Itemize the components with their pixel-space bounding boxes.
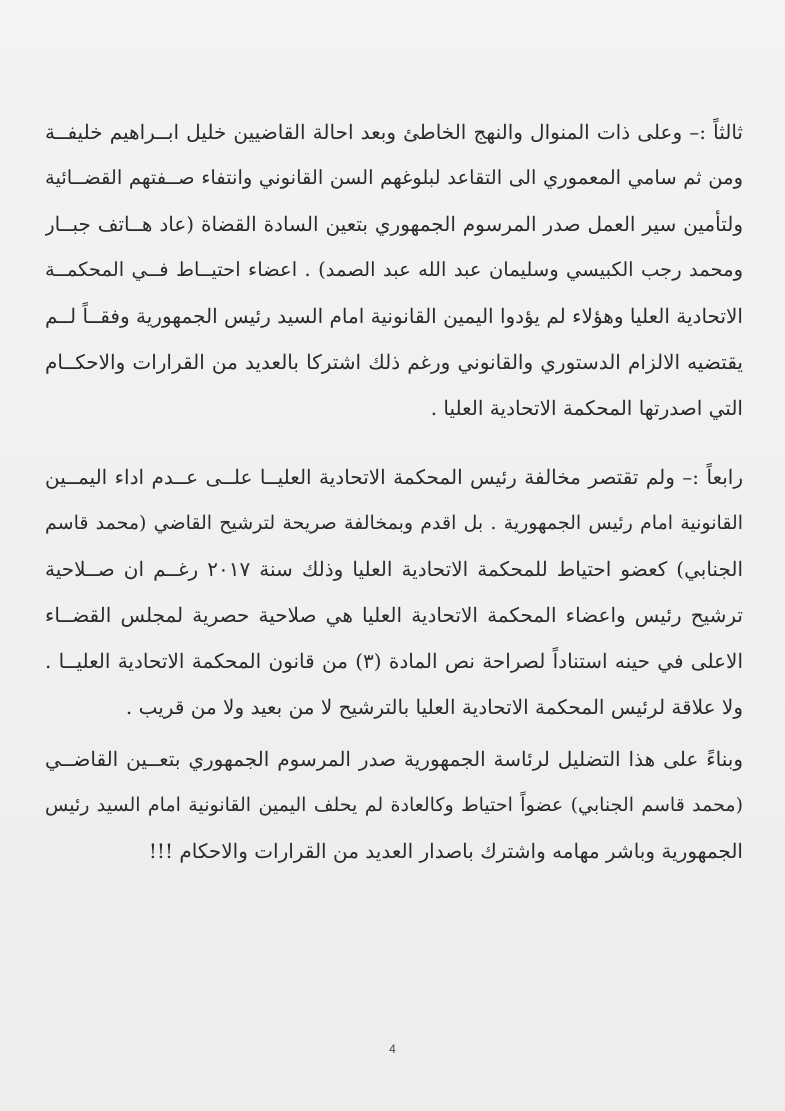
text-line: (محمد قاسم الجنابي) عضواً احتياط وكالعادة لم يحلف اليمين القانونية امام السيد رئيس: [45, 794, 743, 816]
text-line: ولتأمين سير العمل صدر المرسوم الجمهوري بتعين السادة القضاة (عاد هــاتف جبــار: [45, 212, 743, 236]
text-line: الاعلى في حينه استناداً لصراحة نص المادة (٣) من قانون المحكمة الاتحادية العليــا .: [45, 649, 743, 673]
paragraph-thalithan: [45, 109, 743, 431]
text-line: ثالثاً :– وعلى ذات المنوال والنهج الخاطئ وبعد احالة القاضيين خليل ابــراهيم خليفــة: [45, 120, 743, 144]
paragraph-conclusion: [45, 736, 743, 874]
text-line: التي اصدرتها المحكمة الاتحادية العليا .: [430, 396, 743, 420]
text-line: القانونية امام رئيس الجمهورية . بل اقدم وبمخالفة صريحة لترشيح القاضي (محمد قاسم: [45, 512, 743, 534]
text-line: يقتضيه الالزام الدستوري والقانوني ورغم ذلك اشتركا بالعديد من القرارات والاحكــام: [45, 350, 743, 374]
paragraph-rabian: [45, 454, 743, 730]
text-line: الاتحادية العليا وهؤلاء لم يؤدوا اليمين القانونية امام السيد رئيس الجمهورية وفقــاً لــم: [45, 304, 743, 328]
text-line: رابعاً :– ولم تقتصر مخالفة رئيس المحكمة الاتحادية العليــا علــى عــدم اداء اليمــين: [45, 465, 743, 489]
text-line: الجنابي) كعضو احتياط للمحكمة الاتحادية العليا وذلك سنة ٢٠١٧ رغــم ان صــلاحية: [45, 557, 743, 581]
text-line: ولا علاقة لرئيس المحكمة الاتحادية العليا بالترشيح لا من بعيد ولا من قريب .: [125, 695, 743, 719]
text-line: ومن ثم سامي المعموري الى التقاعد لبلوغهم السن القانوني وانتفاء صــفتهم القضــائية: [45, 166, 743, 189]
page-number: 4: [389, 1042, 396, 1056]
text-line: الجمهورية وباشر مهامه واشترك باصدار العديد من القرارات والاحكام !!!: [148, 839, 743, 863]
text-line: ومحمد رجب الكبيسي وسليمان عبد الله عبد الصمد) . اعضاء احتيــاط فــي المحكمــة: [45, 258, 743, 281]
text-line: وبناءً على هذا التضليل لرئاسة الجمهورية صدر المرسوم الجمهوري بتعــين القاضــي: [45, 747, 743, 771]
text-line: ترشيح رئيس واعضاء المحكمة الاتحادية العليا هي صلاحية حصرية لمجلس القضــاء: [45, 603, 743, 627]
